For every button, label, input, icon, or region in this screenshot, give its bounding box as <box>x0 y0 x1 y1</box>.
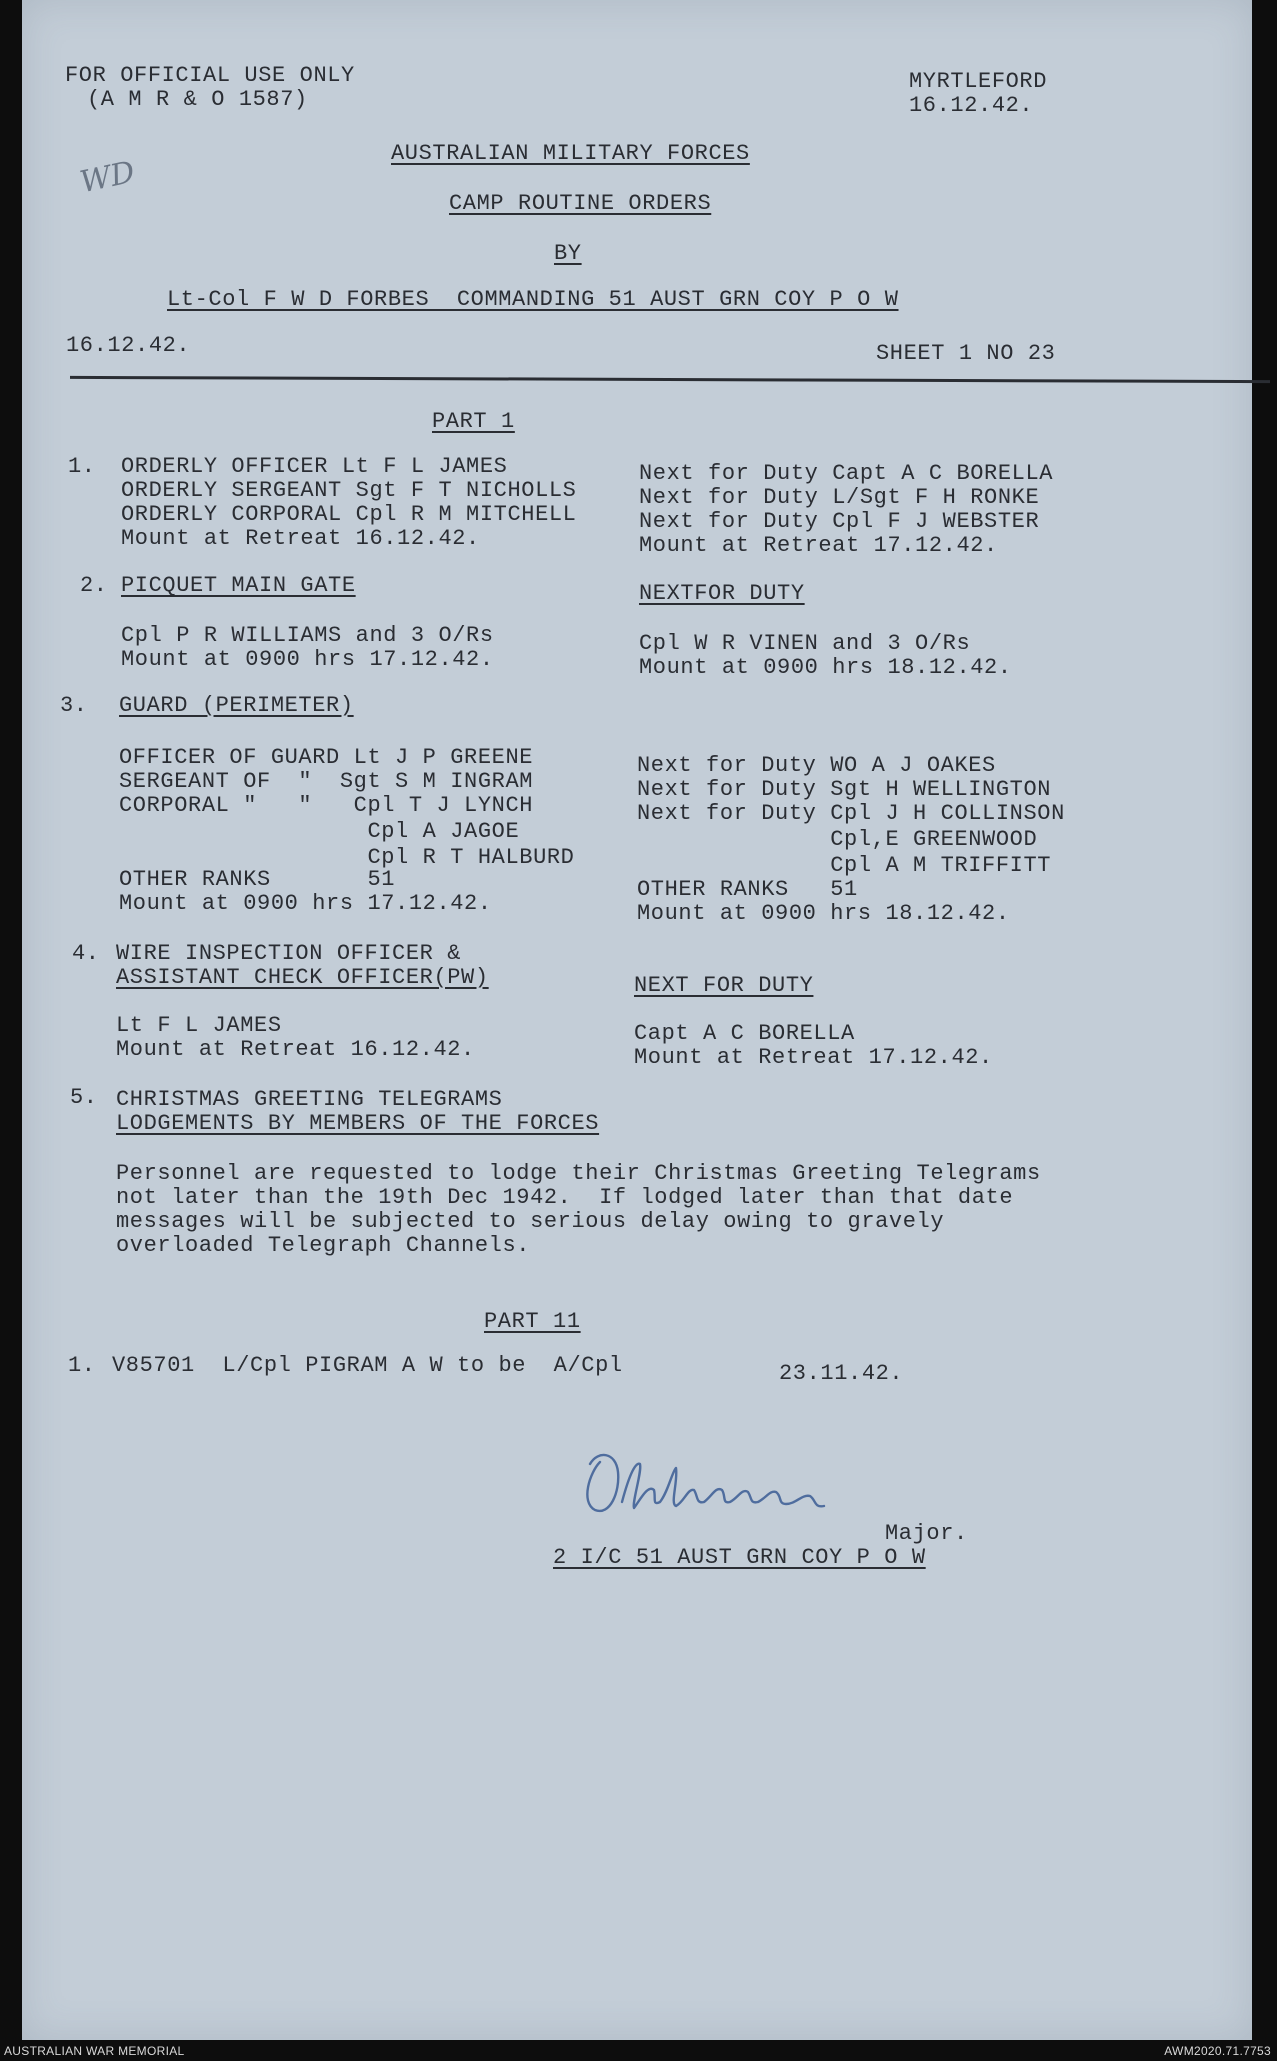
item5-heading-line1: CHRISTMAS GREETING TELEGRAMS <box>116 1087 503 1112</box>
title-commander: Lt-Col F W D FORBES COMMANDING 51 AUST GRN COY P O W <box>167 287 899 312</box>
footer-archive-name: AUSTRALIAN WAR MEMORIAL <box>4 2044 185 2058</box>
place-date: 16.12.42. <box>909 93 1034 118</box>
item3-left-line: OTHER RANKS 51 <box>119 867 396 892</box>
document-page <box>22 0 1252 2040</box>
title-orders: CAMP ROUTINE ORDERS <box>449 191 712 216</box>
item2-right-line: Mount at 0900 hrs 18.12.42. <box>639 655 1012 680</box>
item3-right-line: Mount at 0900 hrs 18.12.42. <box>637 901 1010 926</box>
signature-stroke <box>587 1455 824 1511</box>
item1-left-line: ORDERLY OFFICER Lt F L JAMES <box>121 454 508 479</box>
title-by: BY <box>554 241 582 266</box>
item3-left-line: SERGEANT OF " Sgt S M INGRAM <box>119 769 534 794</box>
item1-right-line: Next for Duty Cpl F J WEBSTER <box>639 509 1040 534</box>
item1-left-line: Mount at Retreat 16.12.42. <box>121 526 480 551</box>
item2-right-line: Cpl W R VINEN and 3 O/Rs <box>639 631 971 656</box>
signatory-rank: Major. <box>885 1521 968 1546</box>
item5-heading-line2: LODGEMENTS BY MEMBERS OF THE FORCES <box>116 1111 600 1136</box>
footer-accession-number: AWM2020.71.7753 <box>1164 2044 1271 2058</box>
item3-right-line: Next for Duty WO A J OAKES <box>637 753 996 778</box>
item4-next-heading: NEXT FOR DUTY <box>634 973 814 998</box>
header-divider <box>70 376 1270 383</box>
item3-right-line: Next for Duty Cpl J H COLLINSON <box>637 801 1065 826</box>
sheet-date: 16.12.42. <box>66 333 191 358</box>
item5-body-line: overloaded Telegraph Channels. <box>116 1233 531 1258</box>
title-forces: AUSTRALIAN MILITARY FORCES <box>391 141 750 166</box>
part1-heading: PART 1 <box>432 409 515 434</box>
item4-right-line: Mount at Retreat 17.12.42. <box>634 1045 993 1070</box>
official-use-label: FOR OFFICIAL USE ONLY <box>65 63 355 88</box>
item1-right-line: Mount at Retreat 17.12.42. <box>639 533 998 558</box>
item5-body-line: not later than the 19th Dec 1942. If lodged later than that date <box>116 1185 1014 1210</box>
item3-left-line: Cpl R T HALBURD <box>119 845 575 870</box>
handwritten-mark: WD <box>76 154 138 201</box>
item5-body-line: Personnel are requested to lodge their Christmas Greeting Telegrams <box>116 1161 1041 1186</box>
item3-right-line: Cpl A M TRIFFITT <box>637 853 1052 878</box>
form-reference: (A M R & O 1587) <box>87 87 308 112</box>
item5-body-line: messages will be subjected to serious delay owing to gravely <box>116 1209 945 1234</box>
item1-left-line: ORDERLY CORPORAL Cpl R M MITCHELL <box>121 502 577 527</box>
signatory-unit: 2 I/C 51 AUST GRN COY P O W <box>553 1545 926 1570</box>
item3-right-line: OTHER RANKS 51 <box>637 877 858 902</box>
item3-number: 3. <box>60 693 88 718</box>
part2-heading: PART 11 <box>484 1309 581 1334</box>
item3-left-line: CORPORAL " " Cpl T J LYNCH <box>119 793 534 818</box>
handwritten-signature <box>570 1432 870 1542</box>
item1-right-line: Next for Duty Capt A C BORELLA <box>639 461 1054 486</box>
part2-entry-number: 1. <box>68 1353 96 1378</box>
item2-heading: PICQUET MAIN GATE <box>121 573 356 598</box>
item3-right-line: Cpl,E GREENWOOD <box>637 827 1038 852</box>
item3-left-line: Cpl A JAGOE <box>119 819 520 844</box>
item3-left-line: OFFICER OF GUARD Lt J P GREENE <box>119 745 534 770</box>
item4-right-line: Capt A C BORELLA <box>634 1021 855 1046</box>
item1-left-line: ORDERLY SERGEANT Sgt F T NICHOLLS <box>121 478 577 503</box>
item4-number: 4. <box>72 941 100 966</box>
item4-left-line: Lt F L JAMES <box>116 1013 282 1038</box>
item2-number: 2. <box>80 573 108 598</box>
item5-number: 5. <box>70 1085 98 1110</box>
item2-next-heading: NEXTFOR DUTY <box>639 581 805 606</box>
part2-entry-date: 23.11.42. <box>779 1361 904 1386</box>
part2-entry-text: V85701 L/Cpl PIGRAM A W to be A/Cpl <box>112 1353 623 1378</box>
item4-heading-line1: WIRE INSPECTION OFFICER & <box>116 941 462 966</box>
item1-right-line: Next for Duty L/Sgt F H RONKE <box>639 485 1040 510</box>
item1-number: 1. <box>68 454 96 479</box>
item2-left-line: Cpl P R WILLIAMS and 3 O/Rs <box>121 623 494 648</box>
item2-left-line: Mount at 0900 hrs 17.12.42. <box>121 647 494 672</box>
item3-right-line: Next for Duty Sgt H WELLINGTON <box>637 777 1052 802</box>
place-name: MYRTLEFORD <box>909 69 1048 94</box>
item4-left-line: Mount at Retreat 16.12.42. <box>116 1037 475 1062</box>
item3-heading: GUARD (PERIMETER) <box>119 693 354 718</box>
sheet-number: SHEET 1 NO 23 <box>876 341 1056 366</box>
item3-left-line: Mount at 0900 hrs 17.12.42. <box>119 891 492 916</box>
item4-heading-line2: ASSISTANT CHECK OFFICER(PW) <box>116 965 489 990</box>
